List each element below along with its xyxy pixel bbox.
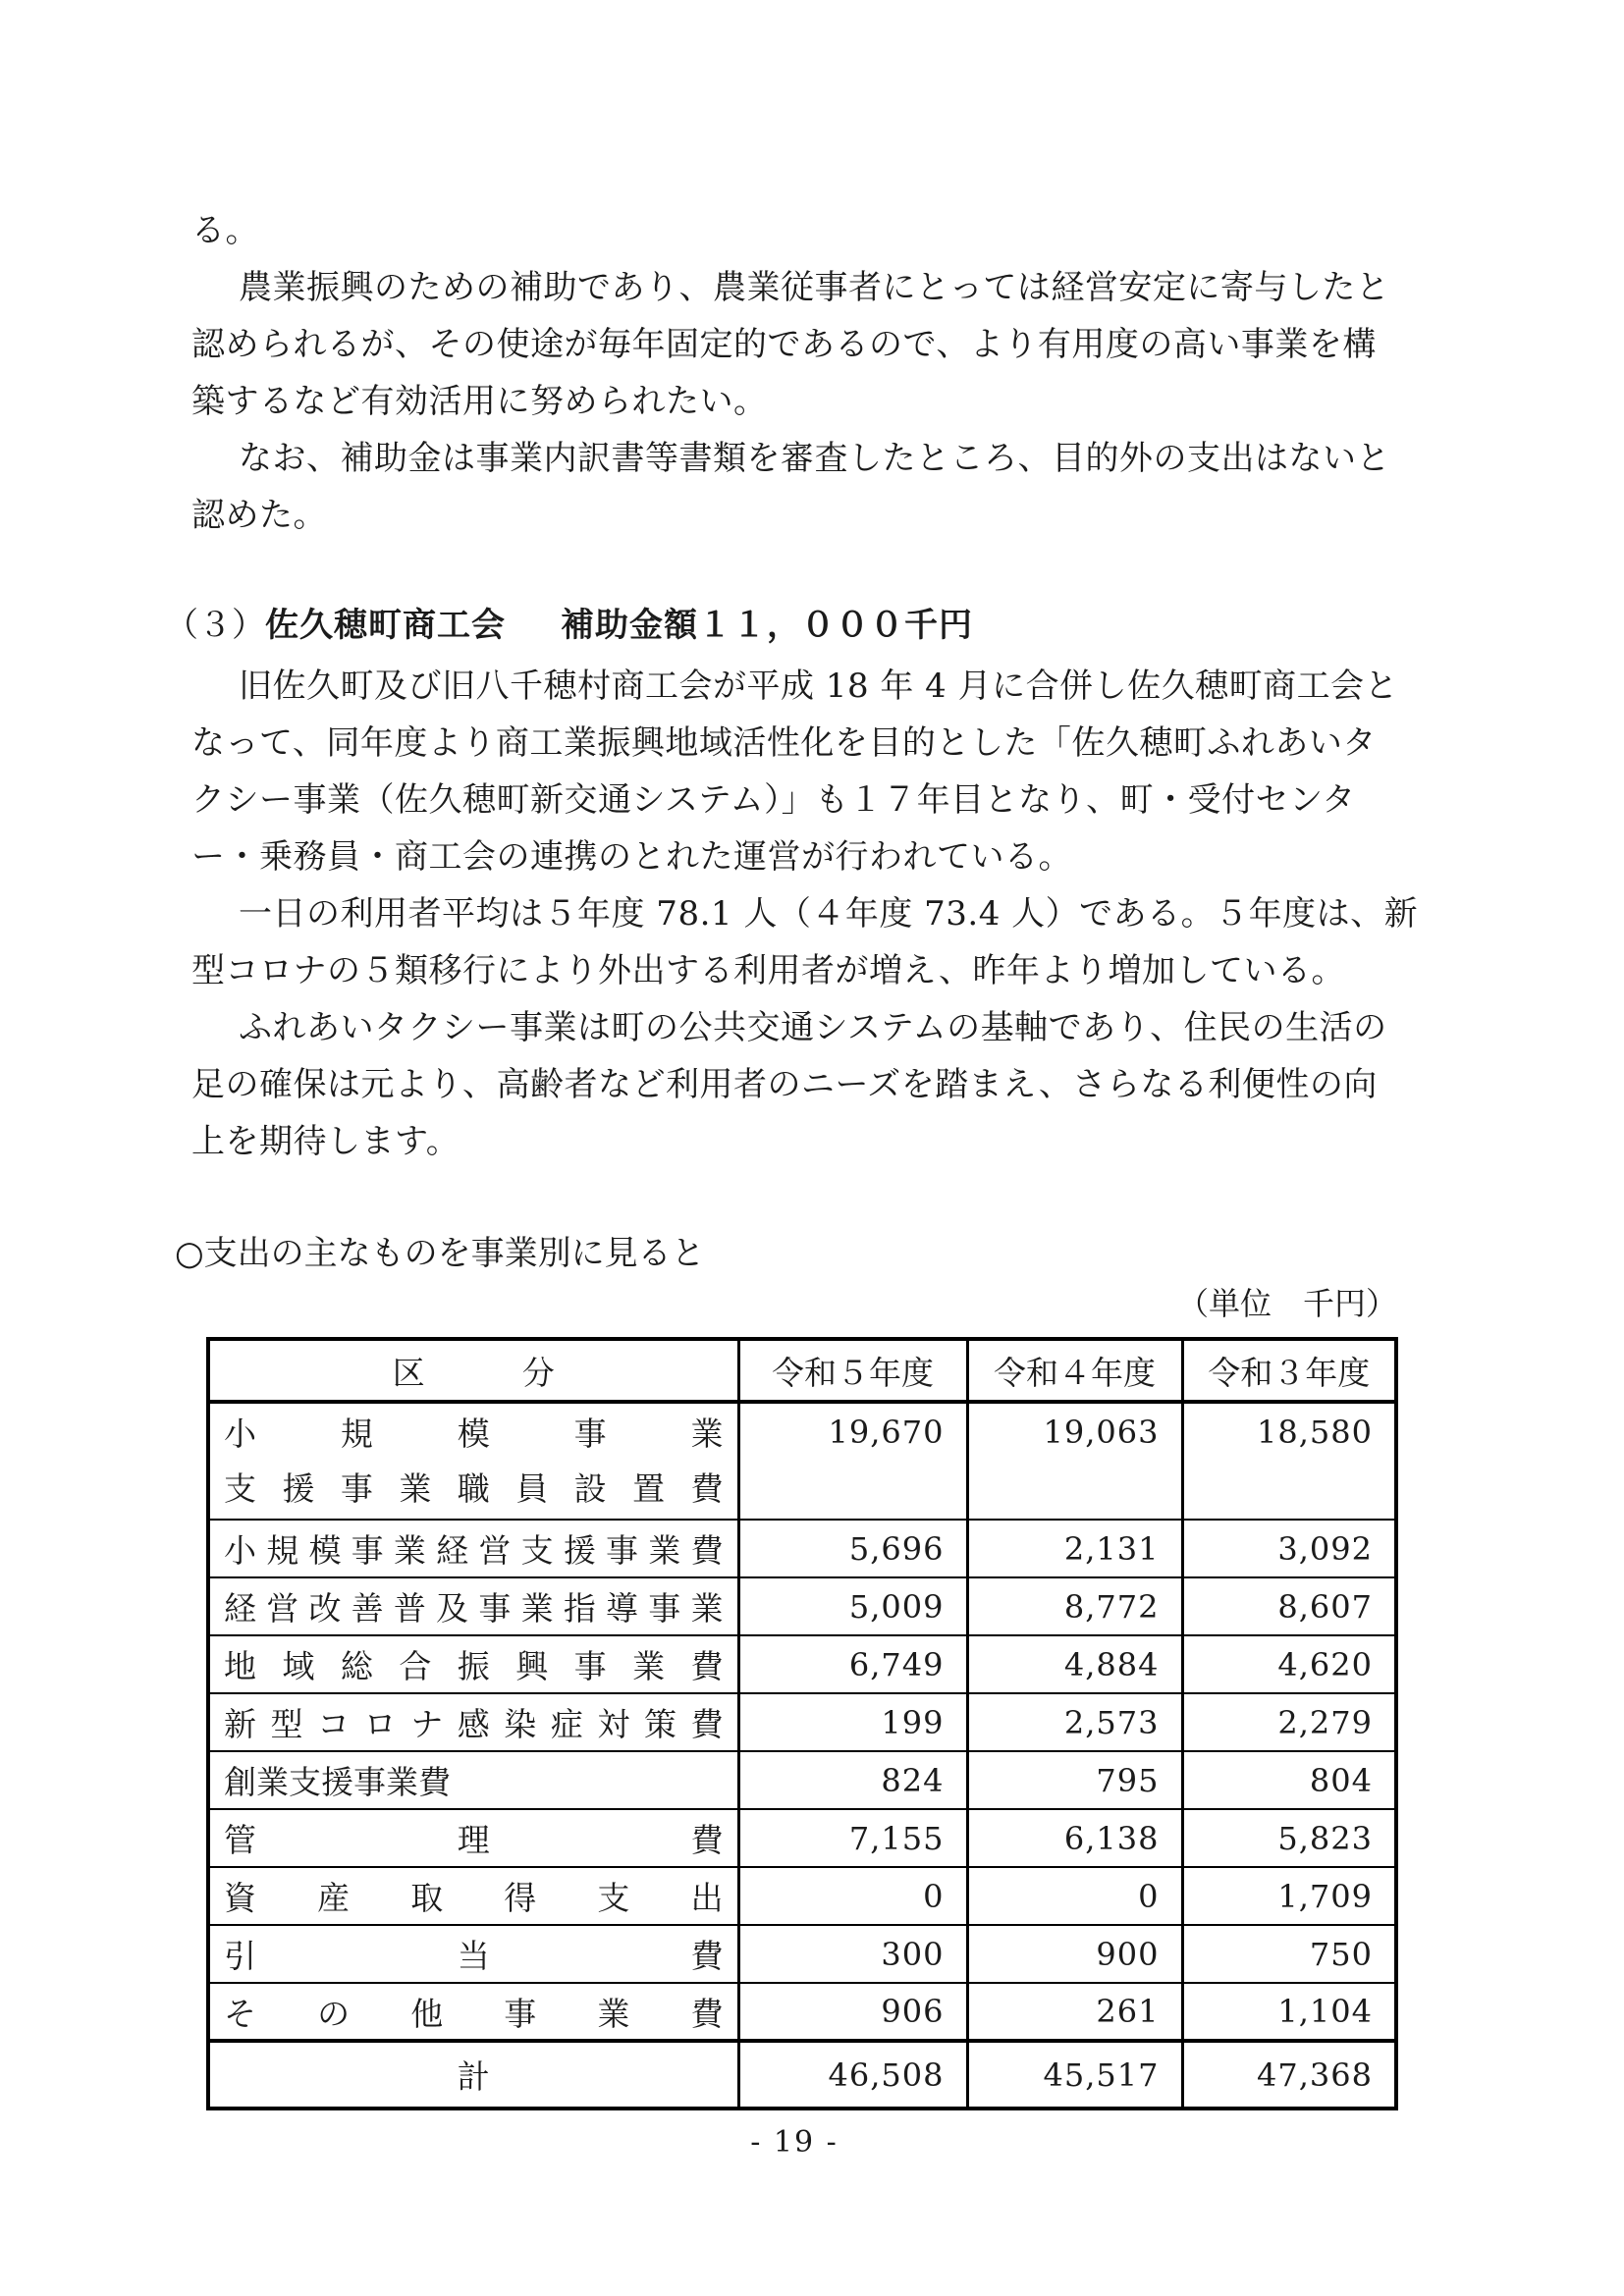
subsidy-amount: 補助金額１１，０００千円	[561, 606, 973, 645]
row-value-r4: 19,063	[967, 1402, 1182, 1520]
expenditure-table	[206, 1337, 1398, 2110]
row-value-r5: 6,749	[738, 1635, 967, 1693]
row-value-r5: 7,155	[738, 1809, 967, 1867]
row-value-r5: 906	[738, 1983, 967, 2041]
row-value-r4: 0	[967, 1867, 1182, 1925]
row-value-r4: 4,884	[967, 1635, 1182, 1693]
row-label: 小規模事業経営支援事業費	[208, 1520, 738, 1577]
table-row	[208, 1809, 1396, 1867]
row-value-r4: 2,573	[967, 1693, 1182, 1751]
table-row	[208, 1867, 1396, 1925]
row-value-r5: 5,009	[738, 1577, 967, 1635]
row-value-r4: 795	[967, 1751, 1182, 1809]
table-row	[208, 1983, 1396, 2041]
table-row	[208, 1693, 1396, 1751]
row-value-r3: 4,620	[1182, 1635, 1396, 1693]
row-label: 創業支援事業費	[208, 1751, 738, 1809]
paragraph-line: 足の確保は元より、高齢者など利用者のニーズを踏まえ、さらなる利便性の向	[191, 1065, 1378, 1104]
table-total-row	[208, 2041, 1396, 2109]
row-value-r5: 824	[738, 1751, 967, 1809]
paragraph-line: クシー事業（佐久穂町新交通システム）」も１７年目となり、町・受付センタ	[191, 780, 1356, 820]
intro-paragraphs	[191, 202, 1390, 544]
row-label: 管理費	[208, 1809, 738, 1867]
row-value-r4: 261	[967, 1983, 1182, 2041]
paragraph-line: ふれあいタクシー事業は町の公共交通システムの基軸であり、住民の生活の	[239, 1008, 1387, 1047]
row-value-r5: 300	[738, 1925, 967, 1983]
table-row	[208, 1925, 1396, 1983]
row-value-r5: 199	[738, 1693, 967, 1751]
paragraph-line: 旧佐久町及び旧八千穂村商工会が平成 18 年 4 月に合併し佐久穂町商工会と	[239, 667, 1399, 706]
unit-note: （単位 千円）	[1176, 1285, 1397, 1322]
paragraph-line: 型コロナの５類移行により外出する利用者が増え、昨年より増加している。	[191, 951, 1346, 990]
table-header-category: 区 分	[208, 1339, 738, 1402]
row-label: 新型コロナ感染症対策費	[208, 1693, 738, 1751]
row-value-r3: 750	[1182, 1925, 1396, 1983]
paragraph-line: ー・乗務員・商工会の連携のとれた運営が行われている。	[191, 837, 1072, 877]
row-label: 経営改善普及事業指導事業	[208, 1577, 738, 1635]
row-value-r5: 5,696	[738, 1520, 967, 1577]
paragraph-line: 認めた。	[191, 496, 327, 535]
row-value-r3: 3,092	[1182, 1520, 1396, 1577]
row-label	[208, 1402, 738, 1520]
paragraph-line: る。	[191, 211, 259, 250]
section-paragraphs	[191, 658, 1418, 1170]
section-number: （３）	[165, 606, 265, 645]
row-value-r3: 804	[1182, 1751, 1396, 1809]
row-value-r3: 5,823	[1182, 1809, 1396, 1867]
row-value-r5: 0	[738, 1867, 967, 1925]
row-value-r5: 19,670	[738, 1402, 967, 1520]
table-row	[208, 1520, 1396, 1577]
total-value-r3: 47,368	[1182, 2041, 1396, 2109]
row-value-r3: 8,607	[1182, 1577, 1396, 1635]
row-label: 資産取得支出	[208, 1867, 738, 1925]
total-label: 計	[208, 2041, 738, 2109]
table-header-row	[208, 1339, 1396, 1402]
paragraph-line: 築するなど有効活用に努められたい。	[191, 382, 768, 421]
table-header-year-r3: 令和３年度	[1182, 1339, 1396, 1402]
paragraph-line: なって、同年度より商工業振興地域活性化を目的とした「佐久穂町ふれあいタ	[191, 723, 1377, 763]
page-number: - 19 -	[750, 2125, 839, 2160]
table-row	[208, 1577, 1396, 1635]
row-value-r3: 1,709	[1182, 1867, 1396, 1925]
row-label: その他事業費	[208, 1983, 738, 2041]
paragraph-line: なお、補助金は事業内訳書等書類を審査したところ、目的外の支出はないと	[239, 439, 1390, 478]
table-header-year-r5: 令和５年度	[738, 1339, 967, 1402]
organization-name: 佐久穂町商工会	[265, 606, 506, 645]
row-label-line: 小規模事業	[224, 1414, 724, 1453]
total-value-r5: 46,508	[738, 2041, 967, 2109]
section-heading	[165, 597, 973, 654]
row-value-r3: 1,104	[1182, 1983, 1396, 2041]
paragraph-line: 認められるが、その使途が毎年固定的であるので、より有用度の高い事業を構	[191, 325, 1377, 364]
table-row	[208, 1402, 1396, 1520]
row-value-r4: 2,131	[967, 1520, 1182, 1577]
row-label: 地域総合振興事業費	[208, 1635, 738, 1693]
paragraph-line: 上を期待します。	[191, 1122, 460, 1161]
expenditure-list-title: ○支出の主なものを事業別に見ると	[175, 1234, 705, 1273]
row-label: 引当費	[208, 1925, 738, 1983]
row-value-r3: 18,580	[1182, 1402, 1396, 1520]
expenditure-table-container	[206, 1337, 1398, 2110]
row-value-r4: 900	[967, 1925, 1182, 1983]
row-label-line: 支援事業職員設置費	[224, 1468, 724, 1508]
table-row	[208, 1635, 1396, 1693]
table-header-year-r4: 令和４年度	[967, 1339, 1182, 1402]
row-value-r4: 8,772	[967, 1577, 1182, 1635]
total-value-r4: 45,517	[967, 2041, 1182, 2109]
row-value-r3: 2,279	[1182, 1693, 1396, 1751]
table-row	[208, 1751, 1396, 1809]
row-value-r4: 6,138	[967, 1809, 1182, 1867]
paragraph-line: 農業振興のための補助であり、農業従事者にとっては経営安定に寄与したと	[239, 268, 1390, 307]
paragraph-line: 一日の利用者平均は５年度 78.1 人（４年度 73.4 人）である。５年度は、新	[239, 894, 1419, 934]
